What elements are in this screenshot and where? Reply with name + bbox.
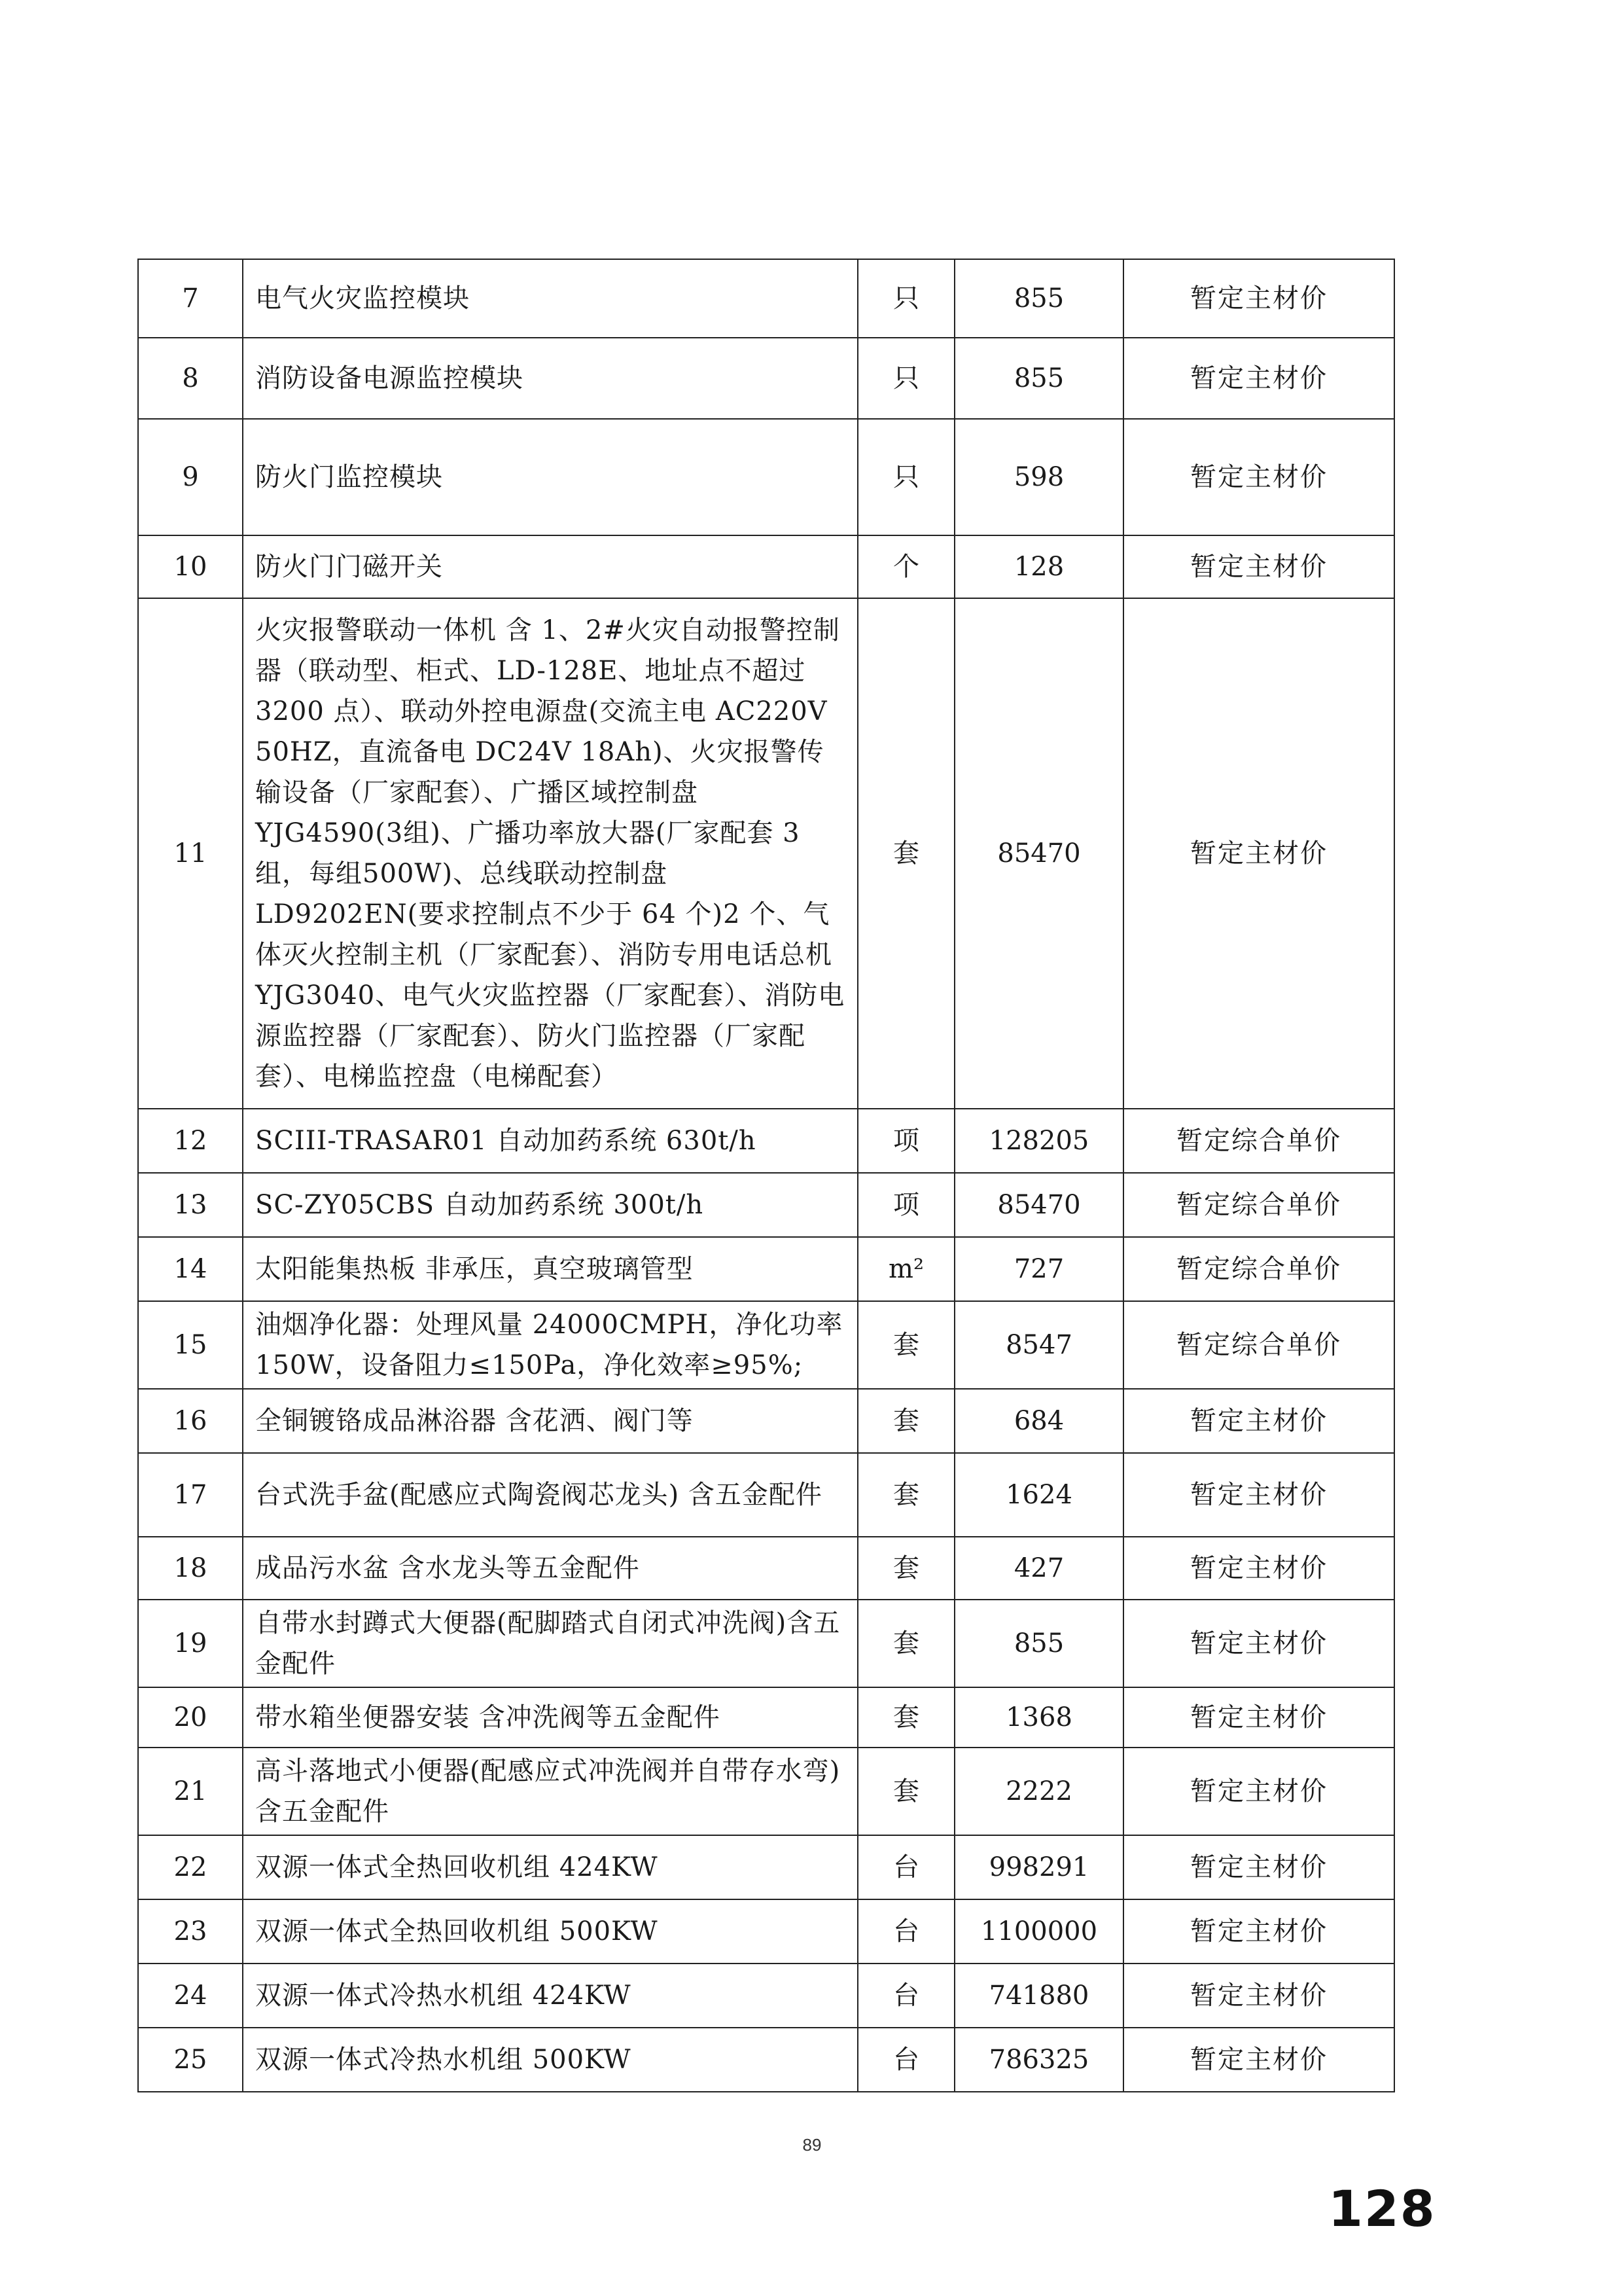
item-unit: 套 [858,1748,955,1835]
table-row [138,598,1394,1109]
item-unit: 台 [858,1835,955,1899]
row-number: 7 [138,259,243,338]
item-name: 油烟净化器：处理风量 24000CMPH，净化功率150W，设备阻力≤150Pa，净化效率≥95%; [243,1301,858,1389]
item-note: 暂定主材价 [1123,338,1394,419]
table-row [138,1835,1394,1899]
row-number: 25 [138,2028,243,2092]
stamp-number: 128 [1328,2179,1436,2238]
table-row [138,1899,1394,1964]
item-unit: 只 [858,259,955,338]
row-number: 23 [138,1899,243,1964]
table-row [138,1964,1394,2028]
item-note: 暂定主材价 [1123,1537,1394,1600]
table-row [138,338,1394,419]
table-row [138,1453,1394,1537]
item-price: 855 [955,338,1123,419]
item-unit: m² [858,1237,955,1301]
row-number: 16 [138,1389,243,1453]
row-number: 20 [138,1687,243,1748]
item-note: 暂定主材价 [1123,1687,1394,1748]
item-price: 741880 [955,1964,1123,2028]
price-table [137,259,1395,2092]
item-note: 暂定主材价 [1123,1964,1394,2028]
item-unit: 套 [858,1301,955,1389]
item-note: 暂定主材价 [1123,1389,1394,1453]
item-name: SC-ZY05CBS 自动加药系统 300t/h [243,1173,858,1237]
item-unit: 套 [858,1600,955,1687]
item-unit: 只 [858,338,955,419]
table-row [138,1600,1394,1687]
item-name: 台式洗手盆(配感应式陶瓷阀芯龙头) 含五金配件 [243,1453,858,1537]
item-price: 855 [955,1600,1123,1687]
item-note: 暂定综合单价 [1123,1109,1394,1173]
item-price: 128205 [955,1109,1123,1173]
item-price: 727 [955,1237,1123,1301]
price-table-container [137,259,1394,2092]
table-row [138,259,1394,338]
item-unit: 套 [858,598,955,1109]
table-row [138,2028,1394,2092]
row-number: 24 [138,1964,243,2028]
item-price: 855 [955,259,1123,338]
item-price: 427 [955,1537,1123,1600]
item-price: 598 [955,419,1123,535]
item-price: 85470 [955,598,1123,1109]
item-price: 684 [955,1389,1123,1453]
item-name: 双源一体式全热回收机组 424KW [243,1835,858,1899]
item-name: 火灾报警联动一体机 含 1、2#火灾自动报警控制器（联动型、柜式、LD-128E、地址点不超过3200 点）、联动外控电源盘(交流主电 AC220V 50HZ，直流备电 DC24V 18Ah)、火灾报警传输设备（厂家配套）、广播区域控制盘 YJG4590(3组)、广播功率放大器(厂家配套 3 组，每组500W)、总线联动控制盘 LD9202EN(要求控制点不少于 64 个)2 个、气体灭火控制主机（厂家配套）、消防专用电话总机 YJG3040、电气火灾监控器（厂家配套）、消防电源监控器（厂家配套）、防火门监控器（厂家配套）、电梯监控盘（电梯配套） [243,598,858,1109]
item-price: 85470 [955,1173,1123,1237]
table-row [138,1748,1394,1835]
item-price: 2222 [955,1748,1123,1835]
row-number: 21 [138,1748,243,1835]
item-note: 暂定主材价 [1123,1899,1394,1964]
row-number: 17 [138,1453,243,1537]
item-unit: 套 [858,1453,955,1537]
item-note: 暂定综合单价 [1123,1301,1394,1389]
item-name: 太阳能集热板 非承压，真空玻璃管型 [243,1237,858,1301]
item-name: 全铜镀铬成品淋浴器 含花洒、阀门等 [243,1389,858,1453]
item-note: 暂定主材价 [1123,2028,1394,2092]
row-number: 14 [138,1237,243,1301]
item-note: 暂定主材价 [1123,535,1394,598]
row-number: 12 [138,1109,243,1173]
item-unit: 项 [858,1173,955,1237]
item-price: 786325 [955,2028,1123,2092]
item-unit: 台 [858,1899,955,1964]
table-row [138,1173,1394,1237]
row-number: 11 [138,598,243,1109]
table-row [138,1537,1394,1600]
item-price: 1100000 [955,1899,1123,1964]
item-price: 128 [955,535,1123,598]
item-unit: 套 [858,1389,955,1453]
item-unit: 套 [858,1687,955,1748]
row-number: 9 [138,419,243,535]
page-number: 89 [802,2135,822,2155]
item-note: 暂定主材价 [1123,259,1394,338]
item-note: 暂定主材价 [1123,1835,1394,1899]
row-number: 15 [138,1301,243,1389]
item-name: 高斗落地式小便器(配感应式冲洗阀并自带存水弯) 含五金配件 [243,1748,858,1835]
item-name: 双源一体式冷热水机组 500KW [243,2028,858,2092]
row-number: 18 [138,1537,243,1600]
item-name: SCIII-TRASAR01 自动加药系统 630t/h [243,1109,858,1173]
row-number: 22 [138,1835,243,1899]
item-name: 消防设备电源监控模块 [243,338,858,419]
item-price: 8547 [955,1301,1123,1389]
row-number: 10 [138,535,243,598]
item-note: 暂定主材价 [1123,1748,1394,1835]
item-note: 暂定综合单价 [1123,1173,1394,1237]
item-unit: 只 [858,419,955,535]
item-name: 带水箱坐便器安装 含冲洗阀等五金配件 [243,1687,858,1748]
item-price: 998291 [955,1835,1123,1899]
item-unit: 台 [858,2028,955,2092]
item-unit: 个 [858,535,955,598]
item-name: 防火门监控模块 [243,419,858,535]
table-row [138,535,1394,598]
item-note: 暂定主材价 [1123,1453,1394,1537]
item-name: 双源一体式全热回收机组 500KW [243,1899,858,1964]
item-note: 暂定主材价 [1123,419,1394,535]
item-unit: 套 [858,1537,955,1600]
item-price: 1368 [955,1687,1123,1748]
item-note: 暂定主材价 [1123,598,1394,1109]
item-price: 1624 [955,1453,1123,1537]
item-unit: 台 [858,1964,955,2028]
item-name: 成品污水盆 含水龙头等五金配件 [243,1537,858,1600]
row-number: 13 [138,1173,243,1237]
item-name: 双源一体式冷热水机组 424KW [243,1964,858,2028]
table-row [138,419,1394,535]
item-name: 电气火灾监控模块 [243,259,858,338]
row-number: 19 [138,1600,243,1687]
item-unit: 项 [858,1109,955,1173]
row-number: 8 [138,338,243,419]
table-row [138,1109,1394,1173]
item-note: 暂定综合单价 [1123,1237,1394,1301]
table-row [138,1687,1394,1748]
item-name: 防火门门磁开关 [243,535,858,598]
item-name: 自带水封蹲式大便器(配脚踏式自闭式冲洗阀)含五金配件 [243,1600,858,1687]
item-note: 暂定主材价 [1123,1600,1394,1687]
table-row [138,1237,1394,1301]
table-row [138,1301,1394,1389]
table-row [138,1389,1394,1453]
